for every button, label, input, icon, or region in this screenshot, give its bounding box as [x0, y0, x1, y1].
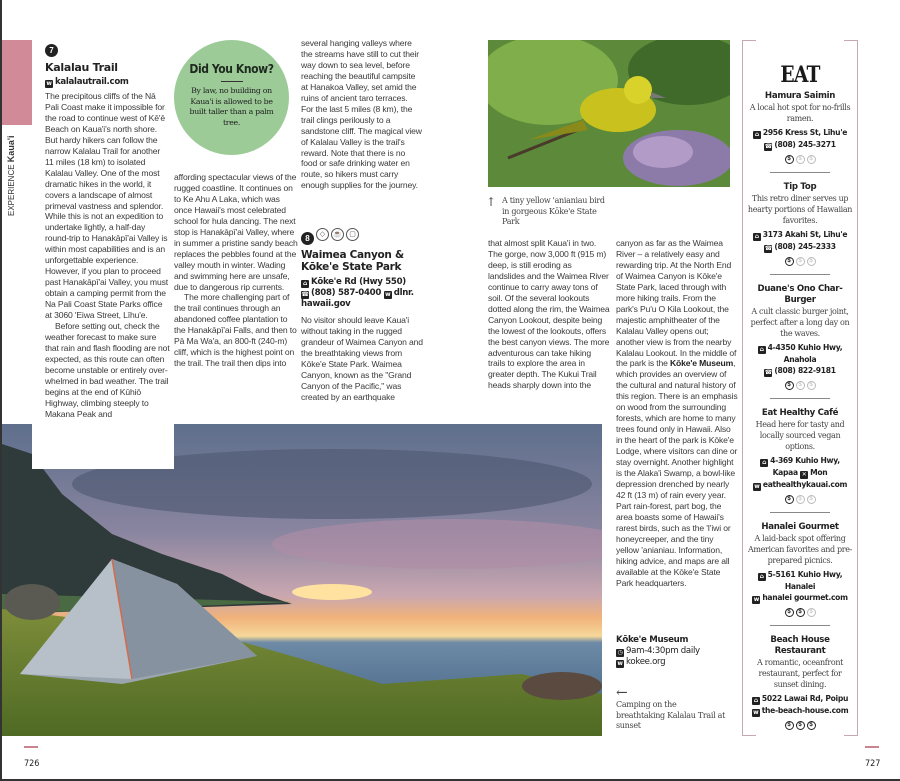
section-label: [6, 136, 16, 216]
page-number-right: [865, 746, 880, 771]
paragraph: [616, 238, 738, 589]
callout-title: Did You Know?: [189, 62, 274, 76]
dollar-icon: $: [785, 721, 794, 730]
entry-number-badge: 8: [301, 232, 314, 245]
price-rating: [747, 381, 853, 390]
restaurant-item: [743, 284, 857, 390]
closed-day-icon: ✕: [801, 471, 807, 478]
restaurant-description: A cult classic burger joint, perfect after a long day on the waves.: [750, 307, 850, 338]
restaurant-name: Duane's Ono Char-Burger: [757, 284, 843, 305]
restaurant-description: A laid-back spot offering American favorites and pre-prepared picnics.: [748, 534, 852, 565]
museum-info: [616, 635, 738, 668]
address-text: 5022 Lawai Rd, Poipu: [761, 694, 849, 703]
hours-text: 9am-4:30pm daily: [626, 646, 700, 656]
dollar-icon: $: [785, 495, 794, 504]
shop-icon: ▢: [346, 228, 359, 241]
page-number-text: 726: [24, 759, 40, 769]
entry-number-badge: 7: [45, 44, 58, 57]
campsite-sunset-photo: [2, 424, 602, 736]
address-text: 5-5161 Kuhio Hwy, Hanalei: [767, 570, 843, 591]
section-name: EXPERIENCE: [7, 164, 16, 216]
dollar-icon: $: [807, 608, 816, 617]
museum-name-bold: Kōke'e Museum: [669, 358, 734, 369]
price-rating: [747, 608, 853, 617]
text-run: canyon as far as the Waimea River – a relatively easy and rewarding trip. At the North End of Waimea Canyon is Kōke'e State Park, laced through with more hiking trails. From the park's Pu'u O Kila Lookout, the majestic amphitheater of the Kalalau Valley opens out; another view is from the nearby Kalalau Lookout. In the middle of the park is the: [616, 238, 737, 369]
address-icon: ⌂: [753, 697, 758, 704]
paragraph: No visitor should leave Kaua'i without taking in the rugged grandeur of Waimea Canyon and the breathtaking views from Kōke'e State Park. Waimea Canyon, known as the "Grand Canyon of the Pacific," was created by an earthquake: [301, 315, 423, 402]
website-link[interactable]: kokee.org: [626, 657, 666, 667]
dollar-icon: $: [807, 155, 816, 164]
dollar-icon: $: [796, 381, 805, 390]
dollar-icon: $: [796, 257, 805, 266]
restaurant-description: A local hot spot for no-frills ramen.: [749, 103, 851, 123]
restaurant-name: Beach House Restaurant: [770, 635, 830, 656]
address-icon: ⌂: [754, 131, 759, 138]
dollar-icon: $: [807, 495, 816, 504]
phone-text: (808) 822-9181: [774, 366, 836, 375]
website-link[interactable]: [45, 77, 174, 88]
dollar-icon: $: [796, 721, 805, 730]
website-link[interactable]: eathealthykauai.com: [762, 480, 848, 489]
entry-title: Kalalau Trail: [45, 61, 118, 74]
website-icon: w: [385, 291, 391, 298]
website-icon: w: [617, 660, 623, 667]
museum-title: Kōke'e Museum: [616, 635, 689, 645]
body-text: [174, 172, 298, 369]
clock-icon: ◷: [617, 649, 623, 656]
address-text: Kōke'e Rd (Hwy 550): [311, 277, 406, 287]
caption-text: Camping on the breathtaking Kalalau Trail at sunset: [616, 700, 725, 730]
phone-icon: ☎: [764, 245, 772, 252]
section-place: Kaua'i: [6, 135, 16, 163]
phone-text: (808) 245-3271: [774, 140, 836, 149]
address-text: 2956 Kress St, Līhu'e: [762, 128, 848, 137]
dollar-icon: $: [796, 155, 805, 164]
entry-kalalau-trail: [32, 35, 174, 469]
restaurant-name: Eat Healthy Café: [761, 408, 839, 418]
paragraph: Before setting out, check the weather forecast to make sure that rain and flash flooding are not expected, as this route can often become unstable or entirely over-whelmed in bad weather. The trail begins at the end of Kūhiō Highway, climbing steeply to Makana Peak and: [45, 321, 170, 419]
divider: [770, 625, 830, 626]
paragraph: The precipitous cliffs of the Nā Pali Coast make it impossible for the road to continue west of Kē'ē Beach on Kaua'i's north shore. But hardy hikers can follow the narrow Kalalau Trail for another 11 miles (18 km) to isolated Kalalau Valley. One of the most dramatic hikes in the world, it covers a landscape of almost primeval vastness and splendor. While this is not an expedition to undertake lightly, a half-day round-trip to Hanakāpī'ai Valley is within most capabilities and is an unforgettable experience. However, if you plan to proceed past Hanakāpī'ai Valley, you must obtain a camping permit from the Na Pali Coast State Parks office at 3060 'Eiwa Street, Līhu'e.: [45, 91, 168, 321]
website-text: kalalautrail.com: [55, 77, 129, 87]
section-tab: [2, 40, 32, 125]
price-rating: [747, 721, 853, 730]
body-text: [301, 38, 422, 191]
callout-text: By law, no building on Kaua'i is allowed to be built taller than a palm tree.: [189, 86, 274, 127]
dollar-icon: $: [807, 381, 816, 390]
page-number-text: 727: [865, 759, 881, 769]
address-icon: ⌂: [759, 346, 764, 353]
address-icon: ⌂: [759, 573, 764, 580]
restaurant-description: Head here for tasty and locally sourced vegan options.: [755, 420, 845, 451]
website-link[interactable]: hanalei gourmet.com: [762, 593, 848, 602]
address-text: 4-369 Kuhio Hwy, Kapaa: [770, 456, 840, 477]
anianiau-bird-photo: [488, 40, 730, 187]
price-rating: [747, 495, 853, 504]
address-text: 4-4350 Kuhio Hwy, Anahola: [767, 343, 843, 364]
dollar-icon: $: [796, 608, 805, 617]
website-icon: w: [753, 596, 759, 603]
address: [301, 277, 424, 288]
cafe-icon: ☕: [331, 228, 344, 241]
eat-sidebar: [742, 40, 858, 736]
website-icon: w: [754, 483, 760, 490]
website-icon: w: [46, 80, 52, 87]
dollar-icon: $: [785, 155, 794, 164]
bird-caption: [486, 196, 611, 228]
address-icon: ⌂: [754, 233, 759, 240]
divider: [770, 274, 830, 275]
entry-title: Waimea Canyon & Kōke'e State Park: [301, 249, 404, 273]
entry-waimea-canyon: [301, 228, 424, 403]
arrow-up-icon: ↑: [486, 195, 496, 209]
address-icon: ⌂: [762, 459, 767, 466]
dollar-icon: $: [785, 257, 794, 266]
restaurant-description: A romantic, oceanfront restaurant, perfect for sunset dining.: [756, 658, 844, 689]
paragraph: several hanging valleys where the streams have still to cut their way down to sea level, before reaching the beautiful campsite at Hanakoa Valley, set amid the ruins of ancient taro terraces. For the last 5 miles (8 km), the trail clings perilously to a sandstone cliff. The magical view of Kalalau Valley is the trail's reward. Note that there is no food or safe drinking water en route, so hikers must carry enough supplies for the journey.: [301, 38, 422, 191]
address-text: 3173 Akahi St, Līhu'e: [762, 230, 848, 239]
divider: [770, 172, 830, 173]
website-link[interactable]: dlnr. hawaii.gov: [301, 288, 414, 309]
restaurant-description: This retro diner serves up hearty portions of Hawaiian favorites.: [747, 194, 853, 225]
restaurant-name: Hanalei Gourmet: [761, 522, 839, 532]
phone-icon: ☎: [764, 369, 772, 376]
restaurant-name: Tip Top: [783, 182, 817, 192]
text-run: , which provides an overview of the cultural and natural history of this region. There is an emphasis on wood from the surrounding forests, which are home to many trees found only in Hawaii. Also in the heart of the park is Kōke'e Lodge, where visitors can dine or stay overnight. Another highlight is the Alaka'i Swamp, a bowl-like depression drenched by nearly 42 ft (13 m) of rain every year. Part rain-forest, part bog, the area boasts some of Hawaii's rarest birds, such as the 'I'iwi or honeycreeper, and the tiny yellow 'anianiau. Information, hiking advice, and maps are all available at the Kōke'e State Park headquarters.: [616, 358, 738, 588]
phone-text: (808) 245-2333: [774, 242, 836, 251]
website-icon: w: [753, 709, 759, 716]
closed-day: Mon: [810, 468, 828, 477]
restaurant-item: [743, 635, 857, 730]
phone-icon: ☎: [301, 291, 309, 298]
restaurant-item: [743, 522, 857, 617]
price-rating: [747, 257, 853, 266]
dollar-icon: $: [785, 381, 794, 390]
dollar-icon: $: [796, 495, 805, 504]
restaurant-item: [743, 408, 857, 504]
camp-caption: [616, 686, 726, 732]
dollar-icon: $: [785, 608, 794, 617]
page-number-left: [24, 746, 39, 771]
website-link[interactable]: the-beach-house.com: [761, 706, 849, 715]
divider: [770, 512, 830, 513]
dollar-icon: $: [807, 257, 816, 266]
dollar-icon: $: [807, 721, 816, 730]
address-icon: ⌂: [303, 280, 307, 287]
paragraph: The more challenging part of the trail continues through an abandoned coffee plantation to the Hanakāpī'ai Falls, and then to Pā Ma Wa'a, an 800-ft (240-m) cliff, which is the highest point on the trail. The trail then dips into: [174, 292, 297, 369]
phone-text: (808) 587-0400: [311, 288, 382, 298]
restaurant-item: [743, 91, 857, 164]
body-text: [45, 91, 170, 420]
did-you-know-callout: [174, 40, 289, 155]
divider: [770, 398, 830, 399]
restaurant-name: Hamura Saimin: [764, 91, 836, 101]
entry-icons: [301, 228, 424, 246]
phone-icon: ☎: [764, 143, 772, 150]
ticket-icon: ◇: [316, 228, 329, 241]
eat-title: EAT: [780, 62, 820, 88]
paragraph: that almost split Kaua'i in two. The gorge, now 3,000 ft (915 m) deep, is still eroding as landslides and the Waimea River continue to carry away tons of soil. Of the several lookouts dotted along the rim, the Waimea Canyon Lookout, despite being the lowest of the lookouts, offers the best canyon views. The more adventurous can take hiking trails to explore the area in greater depth. The Kukui Trail heads sharply down into the: [488, 238, 610, 391]
eat-list: [743, 91, 857, 730]
caption-text: A tiny yellow 'anianiau bird in gorgeous Kōke'e State Park: [502, 196, 605, 226]
paragraph: affording spectacular views of the rugged coastline. It continues on to Ke Ahu A Laka, which was once Hawaii's most celebrated school for hula dancing. The next stop is Hanakāpī'ai Valley, where in summer a pristine sandy beach replaces the pebbles found at the valley mouth in winter. Wading and swimming here are unsafe, due to dangerous rip currents.: [174, 172, 298, 292]
restaurant-item: [743, 182, 857, 266]
contact: [301, 288, 424, 310]
arrow-left-icon: ←: [616, 685, 628, 701]
divider: [221, 81, 243, 82]
price-rating: [747, 155, 853, 164]
